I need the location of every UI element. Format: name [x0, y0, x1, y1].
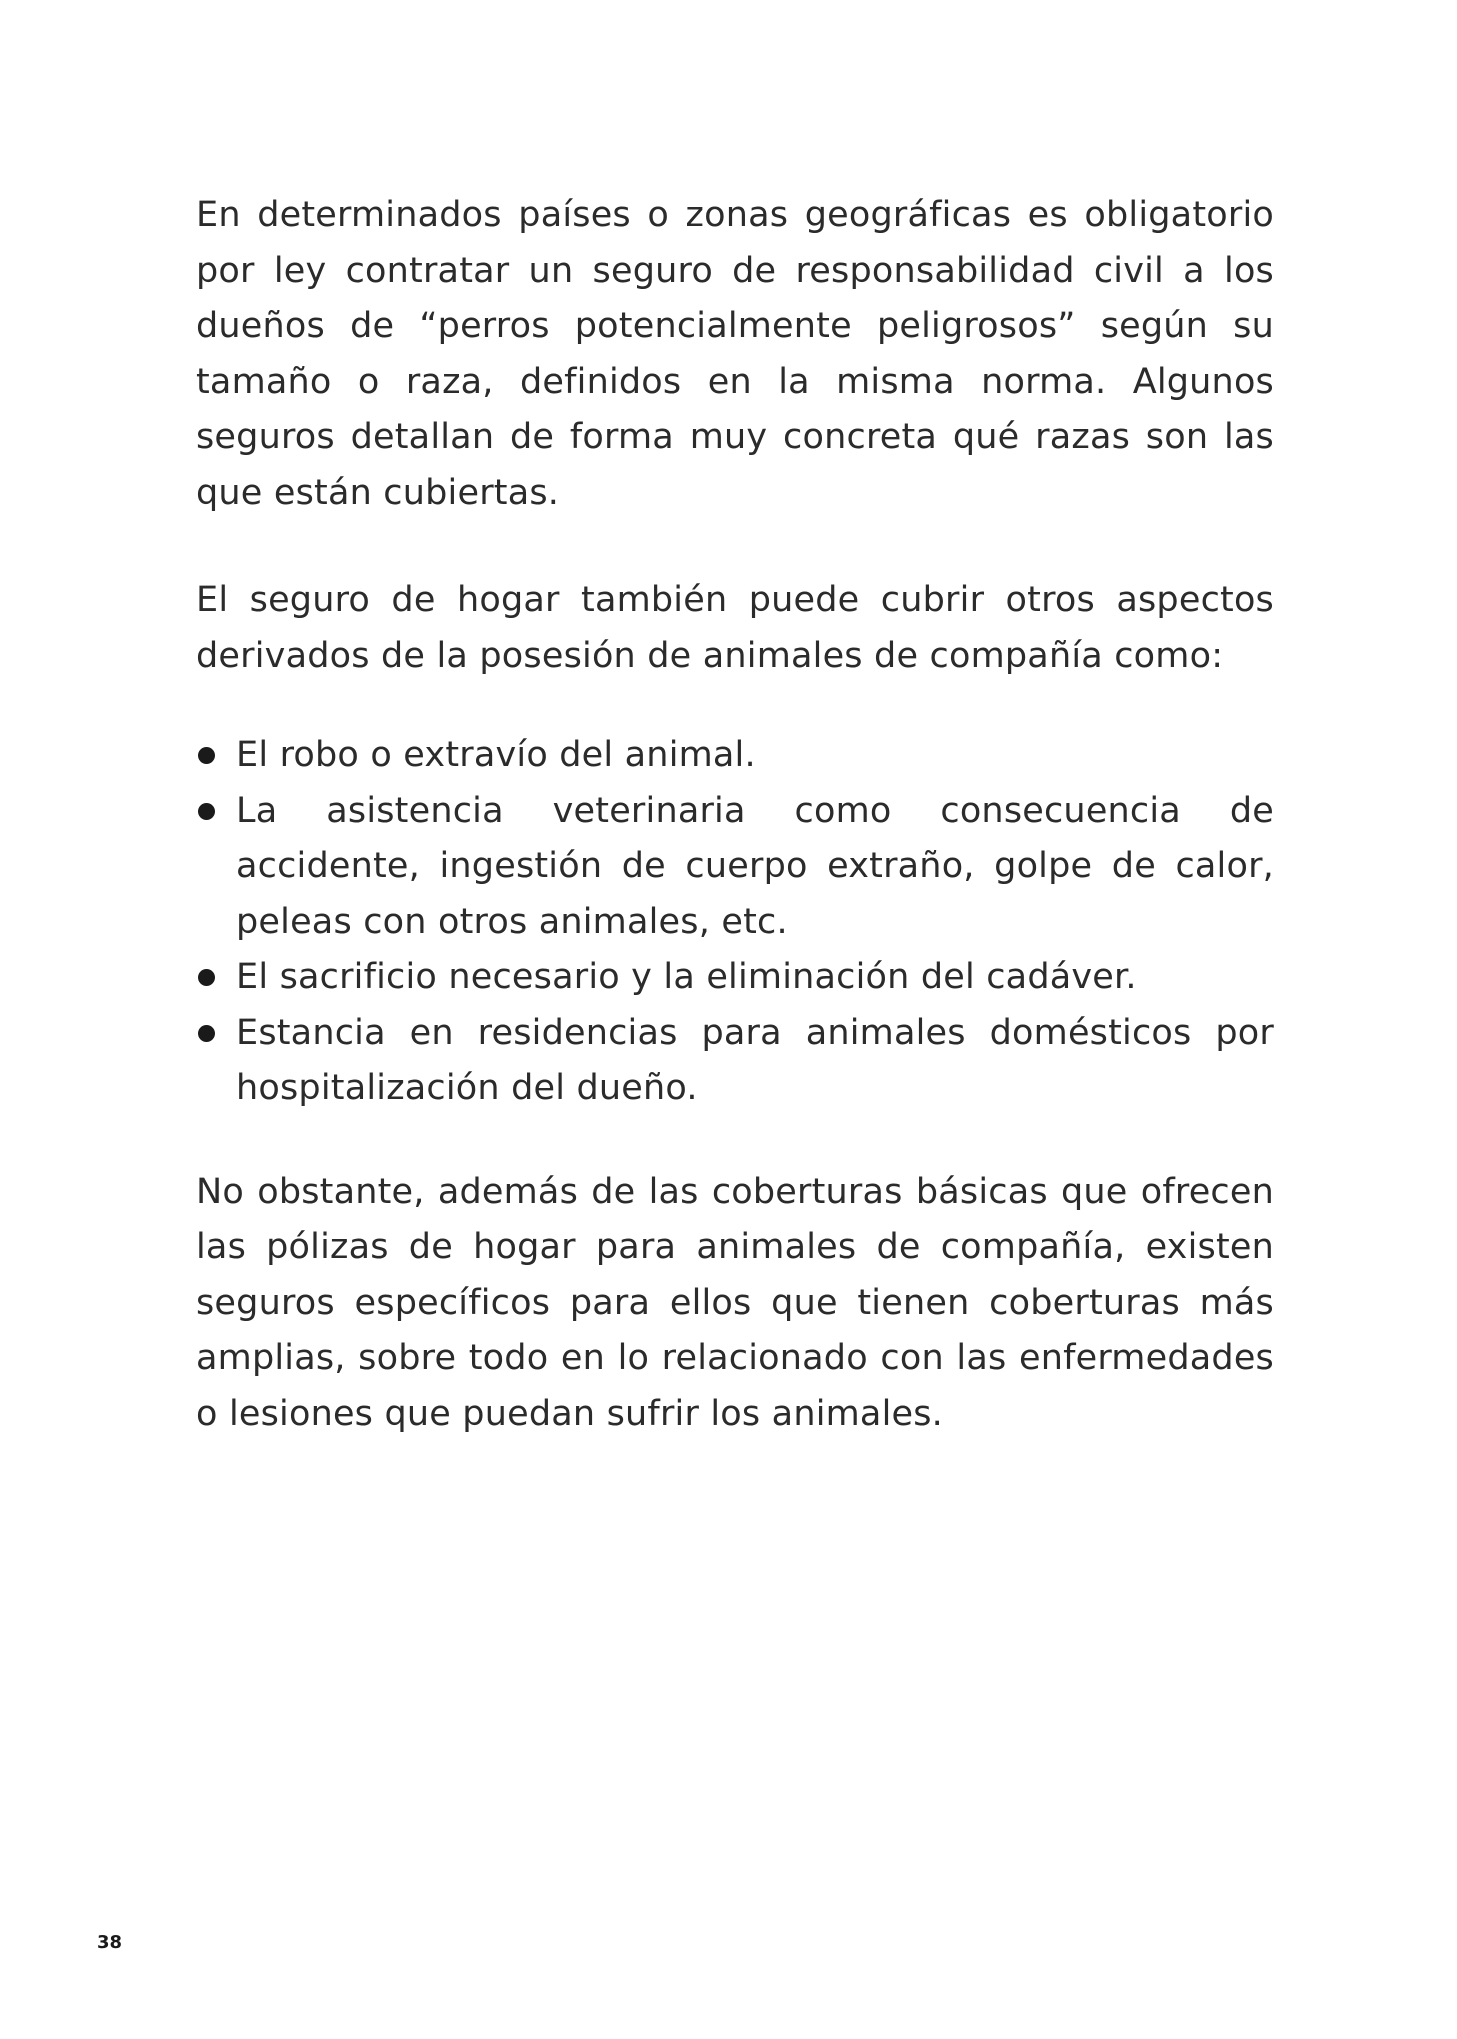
list-item-text: Estancia en residencias para animales domésticos por hospitalización del dueño.: [236, 1012, 1274, 1108]
list-item: [196, 950, 1274, 1006]
page-number: 38: [97, 1932, 123, 1953]
list-item: [196, 784, 1274, 951]
list-item-text: La asistencia veterinaria como consecuencia de accidente, ingestión de cuerpo extraño, golpe de calor, peleas con otros animales, etc.: [236, 790, 1274, 942]
paragraph-3: No obstante, además de las coberturas básicas que ofrecen las pólizas de hogar para animales de compañía, existen seguros específicos para ellos que tienen coberturas más amplias, sobre todo en lo relacionado con las enfermedades o lesiones que puedan sufrir los animales.: [196, 1171, 1274, 1434]
bullet-icon: [198, 747, 215, 764]
bullet-icon: [198, 803, 215, 820]
list-item: [196, 1006, 1274, 1117]
paragraph-2: El seguro de hogar también puede cubrir otros aspectos derivados de la posesión de animales de compañía como:: [196, 580, 1274, 676]
bullet-list: [196, 728, 1274, 1117]
list-item-text: El sacrificio necesario y la eliminación del cadáver.: [236, 957, 1137, 997]
paragraph-1: En determinados países o zonas geográficas es obligatorio por ley contratar un seguro de responsabilidad civil a los dueños de “perros potencialmente peligrosos” según su tamaño o raza, definidos en la misma norma. Algunos seguros detallan de forma muy concreta qué razas son las que están cubiertas.: [196, 195, 1274, 513]
body-text: [196, 188, 1274, 1442]
bullet-icon: [198, 1025, 215, 1042]
bullet-icon: [198, 969, 215, 986]
list-item-text: El robo o extravío del animal.: [236, 735, 756, 775]
list-item: [196, 728, 1274, 784]
